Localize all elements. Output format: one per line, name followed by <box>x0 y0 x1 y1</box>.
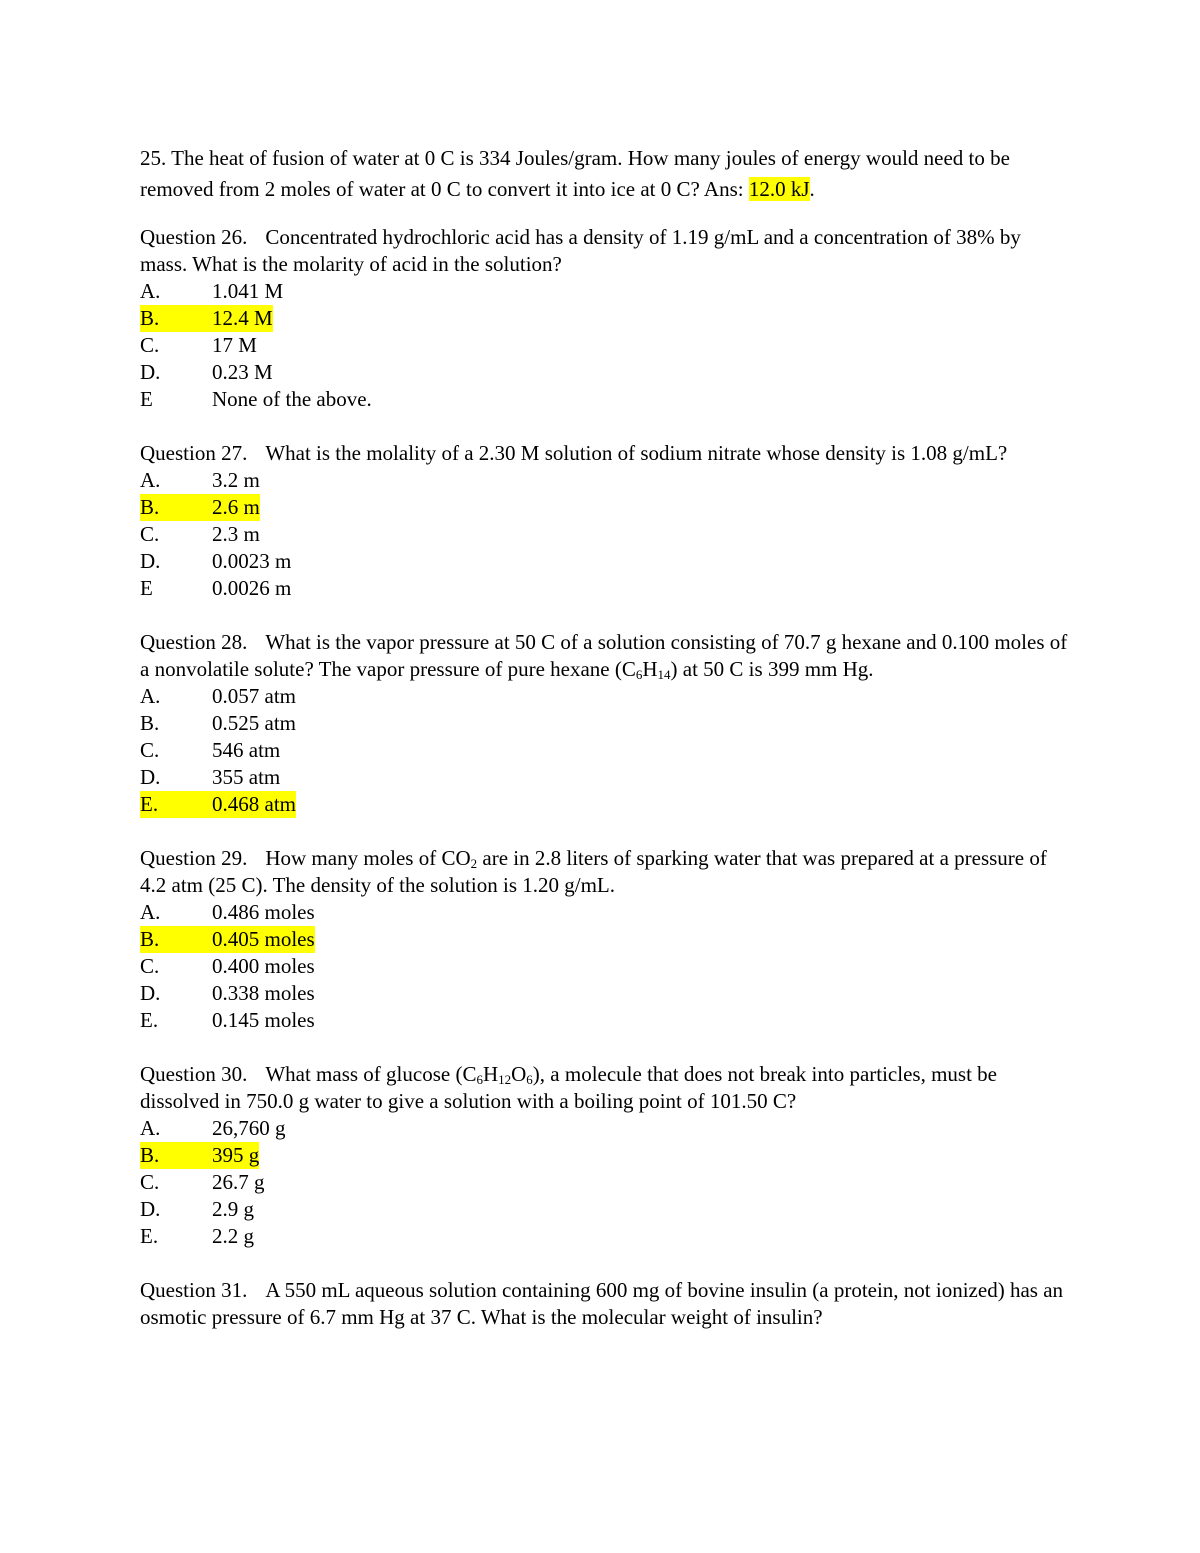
question-29-text: are in 2.8 liters of sparking water that was prepared at a pressure of 4.2 atm (25 C). The density of the solution is 1.20 g/mL. <box>140 846 1047 897</box>
option-letter: B. <box>140 305 212 332</box>
question-29-option-d <box>140 980 1070 1007</box>
option-value: 0.0023 m <box>212 549 292 573</box>
question-30-option-c <box>140 1169 1070 1196</box>
question-30-option-a <box>140 1115 1070 1142</box>
option-letter: A. <box>140 1116 161 1140</box>
question-29-option-e <box>140 1007 1070 1034</box>
question-29-label: Question 29. <box>140 846 248 870</box>
option-letter: C. <box>140 522 160 546</box>
option-letter: D. <box>140 765 161 789</box>
question-26-option-a <box>140 278 1070 305</box>
question-27-option-d <box>140 548 1070 575</box>
option-letter: E <box>140 576 153 600</box>
option-value: 26.7 g <box>212 1170 265 1194</box>
question-27 <box>140 440 1070 602</box>
question-30-text: What mass of glucose (C <box>265 1062 477 1086</box>
question-26-text: Concentrated hydrochloric acid has a density of 1.19 g/mL and a concentration of 38% by mass. What is the molarity of acid in the solution? <box>140 225 1021 276</box>
subscript: 12 <box>498 1072 512 1087</box>
option-letter: C. <box>140 738 160 762</box>
question-27-option-a <box>140 467 1070 494</box>
option-letter: E. <box>140 791 212 818</box>
question-30-label: Question 30. <box>140 1062 248 1086</box>
question-26-option-e <box>140 386 1070 413</box>
question-28-option-d <box>140 764 1070 791</box>
question-30-text: O <box>511 1062 527 1086</box>
question-31-text: A 550 mL aqueous solution containing 600 mg of bovine insulin (a protein, not ionized) has an osmotic pressure of 6.7 mm Hg at 37 C. What is the molecular weight of insulin? <box>140 1278 1064 1329</box>
subscript: 6 <box>635 667 643 682</box>
question-25-text: 25. The heat of fusion of water at 0 C is 334 Joules/gram. How many joules of energy would need to be removed from 2 moles of water at 0 C to convert it into ice at 0 C? Ans: <box>140 146 1010 201</box>
option-value: 0.468 atm <box>212 792 296 816</box>
option-value: None of the above. <box>212 387 372 411</box>
option-letter: E <box>140 387 153 411</box>
option-value: 395 g <box>212 1143 260 1167</box>
subscript: 6 <box>526 1072 533 1087</box>
option-letter: B. <box>140 494 212 521</box>
option-value: 2.6 m <box>212 495 260 519</box>
question-30-option-d <box>140 1196 1070 1223</box>
option-letter: E. <box>140 1008 159 1032</box>
question-28-label: Question 28. <box>140 630 248 654</box>
question-27-option-b-correct <box>140 494 1070 521</box>
question-31-label: Question 31. <box>140 1278 248 1302</box>
question-29-text: How many moles of CO <box>265 846 471 870</box>
option-letter: C. <box>140 1170 160 1194</box>
question-25-answer: 12.0 kJ <box>748 177 810 201</box>
question-28-text: What is the vapor pressure at 50 C of a solution consisting of 70.7 g hexane and 0.100 moles of a nonvolatile solute? The vapor pressure of pure hexane (C <box>140 630 1068 681</box>
question-26-option-c <box>140 332 1070 359</box>
option-value: 0.525 atm <box>212 711 296 735</box>
question-27-option-e <box>140 575 1070 602</box>
option-letter: A. <box>140 684 161 708</box>
question-30-text: ), a molecule that does not break into particles, must be dissolved in 750.0 g water to give a solution with a boiling point of 101.50 C? <box>140 1062 997 1113</box>
question-31 <box>140 1277 1070 1331</box>
option-letter: B. <box>140 1142 212 1169</box>
question-27-option-c <box>140 521 1070 548</box>
question-25 <box>140 143 1070 205</box>
option-letter: C. <box>140 954 160 978</box>
question-29-option-a <box>140 899 1070 926</box>
option-value: 0.400 moles <box>212 954 315 978</box>
question-26-label: Question 26. <box>140 225 248 249</box>
option-value: 0.486 moles <box>212 900 315 924</box>
option-value: 0.145 moles <box>212 1008 315 1032</box>
option-letter: A. <box>140 900 161 924</box>
option-value: 0.0026 m <box>212 576 292 600</box>
question-28-text: ) at 50 C is 399 mm Hg. <box>670 657 874 681</box>
option-value: 0.23 M <box>212 360 273 384</box>
option-letter: B. <box>140 711 160 735</box>
question-29-stem <box>140 845 1070 899</box>
option-value: 3.2 m <box>212 468 260 492</box>
option-letter: E. <box>140 1224 159 1248</box>
question-29 <box>140 845 1070 1034</box>
question-28 <box>140 629 1070 818</box>
question-25-period: . <box>809 177 815 201</box>
option-value: 546 atm <box>212 738 281 762</box>
option-value: 2.3 m <box>212 522 260 546</box>
question-26 <box>140 224 1070 413</box>
option-letter: D. <box>140 1197 161 1221</box>
question-31-stem <box>140 1277 1070 1331</box>
subscript: 2 <box>470 856 478 871</box>
page-content <box>140 143 1070 1358</box>
option-value: 17 M <box>212 333 257 357</box>
question-28-stem <box>140 629 1070 683</box>
option-value: 0.338 moles <box>212 981 315 1005</box>
subscript: 14 <box>657 667 671 682</box>
question-26-option-d <box>140 359 1070 386</box>
option-letter: D. <box>140 981 161 1005</box>
question-27-stem <box>140 440 1070 467</box>
question-30 <box>140 1061 1070 1250</box>
question-30-option-b-correct <box>140 1142 1070 1169</box>
option-value: 1.041 M <box>212 279 284 303</box>
question-29-option-b-correct <box>140 926 1070 953</box>
subscript: 6 <box>476 1072 483 1087</box>
question-28-text: H <box>642 657 658 681</box>
option-value: 12.4 M <box>212 306 273 330</box>
option-value: 355 atm <box>212 765 281 789</box>
question-26-stem <box>140 224 1070 278</box>
question-28-option-e-correct <box>140 791 1070 818</box>
question-28-option-a <box>140 683 1070 710</box>
question-27-label: Question 27. <box>140 441 248 465</box>
option-letter: D. <box>140 360 161 384</box>
question-28-option-b <box>140 710 1070 737</box>
question-26-option-b-correct <box>140 305 1070 332</box>
option-value: 2.9 g <box>212 1197 254 1221</box>
option-value: 0.057 atm <box>212 684 296 708</box>
question-30-text: H <box>482 1062 499 1086</box>
question-28-option-c <box>140 737 1070 764</box>
option-letter: A. <box>140 468 161 492</box>
option-letter: D. <box>140 549 161 573</box>
option-value: 2.2 g <box>212 1224 254 1248</box>
option-value: 0.405 moles <box>212 927 315 951</box>
question-29-option-c <box>140 953 1070 980</box>
question-27-text: What is the molality of a 2.30 M solution of sodium nitrate whose density is 1.08 g/mL? <box>265 441 1008 465</box>
option-value: 26,760 g <box>212 1116 286 1140</box>
question-30-option-e <box>140 1223 1070 1250</box>
option-letter: C. <box>140 333 160 357</box>
question-30-stem <box>140 1061 1070 1115</box>
option-letter: B. <box>140 926 212 953</box>
option-letter: A. <box>140 279 161 303</box>
